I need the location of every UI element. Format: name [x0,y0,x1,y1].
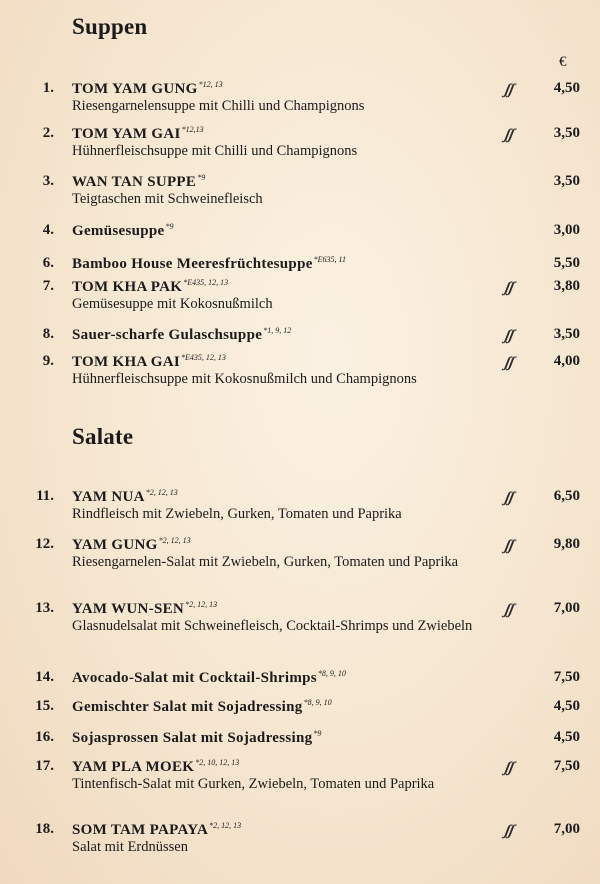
menu-item [0,353,600,393]
item-name [72,326,291,344]
item-price: 3,50 [553,173,580,189]
menu-item [0,758,600,798]
item-price: 3,50 [553,125,580,141]
item-name-text: SOM TAM PAPAYA [72,822,209,838]
section-title-salate: Salate [72,424,134,449]
item-price: 4,50 [553,698,580,714]
allergen-codes: *2, 12, 13 [145,488,178,497]
item-price: 7,00 [553,600,580,616]
item-number: 2. [42,125,54,141]
item-name [72,255,346,273]
currency-label: € [559,54,567,70]
spicy-chili-icon: ʃʃ [503,82,515,98]
item-name-text: Avocado-Salat mit Cocktail-Shrimps [72,670,317,686]
item-price: 4,00 [553,353,580,369]
item-description: Hühnerfleischsuppe mit Chilli und Champignons [72,143,358,159]
item-price: 4,50 [553,729,580,745]
allergen-codes: *2, 10, 12, 13 [195,758,240,767]
item-price: 7,50 [553,758,580,774]
item-number: 4. [42,222,54,238]
allergen-codes: *9 [165,222,174,231]
item-name [72,729,321,747]
item-name [72,278,228,296]
allergen-codes: *E435, 12, 13 [183,278,229,287]
allergen-codes: *9 [313,729,322,738]
item-price: 5,50 [553,255,580,271]
item-price: 9,80 [553,536,580,552]
allergen-codes: *E635, 11 [313,255,346,264]
spicy-chili-icon: ʃʃ [503,823,515,839]
item-number: 3. [42,173,54,189]
item-number: 9. [42,353,54,369]
item-name-text: TOM YAM GAI [72,126,181,142]
item-name-text: YAM PLA MOEK [72,759,195,775]
item-number: 11. [36,488,54,504]
allergen-codes: *12,13 [181,125,204,134]
item-description: Riesengarnelen-Salat mit Zwiebeln, Gurken, Tomaten und Paprika [72,554,459,570]
spicy-chili-icon: ʃʃ [503,602,515,618]
item-name [72,125,204,143]
item-price: 4,50 [553,80,580,96]
item-name-text: TOM KHA GAI [72,354,181,370]
menu-item [0,600,600,640]
item-name-text: WAN TAN SUPPE [72,174,197,190]
item-name-text: YAM NUA [72,489,145,505]
allergen-codes: *2, 12, 13 [158,536,191,545]
allergen-codes: *1, 9, 12 [263,326,292,335]
item-description: Tintenfisch-Salat mit Gurken, Zwiebeln, Tomaten und Paprika [72,776,435,792]
item-name [72,222,173,240]
item-price: 7,00 [553,821,580,837]
allergen-codes: *E435, 12, 13 [181,353,226,362]
item-description: Salat mit Erdnüssen [72,839,188,855]
item-description: Teigtaschen mit Schweinefleisch [72,191,263,207]
item-name-text: Gemischter Salat mit Sojadressing [72,699,303,715]
item-number: 18. [35,821,54,837]
item-name [72,173,205,191]
item-name [72,353,226,371]
item-description: Riesengarnelensuppe mit Chilli und Champignons [72,98,365,114]
menu-item [0,125,600,165]
item-number: 13. [35,600,54,616]
spicy-chili-icon: ʃʃ [503,127,515,143]
item-price: 6,50 [553,488,580,504]
spicy-chili-icon: ʃʃ [503,280,515,296]
item-name [72,821,241,839]
item-name-text: YAM GUNG [72,537,158,553]
item-number: 12. [35,536,54,552]
item-name [72,698,332,716]
item-name-text: TOM YAM GUNG [72,81,198,97]
menu-item [0,536,600,576]
item-name-text: Sauer-scharfe Gulaschsuppe [72,327,263,343]
item-name [72,488,178,506]
spicy-chili-icon: ʃʃ [503,355,515,371]
item-description: Rindfleisch mit Zwiebeln, Gurken, Tomaten und Paprika [72,506,402,522]
item-name-text: Gemüsesuppe [72,223,165,239]
allergen-codes: *12, 13 [198,80,223,89]
menu-item [0,173,600,213]
spicy-chili-icon: ʃʃ [503,490,515,506]
item-price: 7,50 [553,669,580,685]
menu-item [0,278,600,318]
item-description: Hühnerfleischsuppe mit Kokosnußmilch und Champignons [72,371,417,387]
item-number: 7. [42,278,54,294]
item-name-text: YAM WUN-SEN [72,601,185,617]
item-number: 8. [42,326,54,342]
item-price: 3,50 [553,326,580,342]
item-number: 16. [35,729,54,745]
item-description: Glasnudelsalat mit Schweinefleisch, Cocktail-Shrimps und Zwiebeln [72,618,473,634]
item-name [72,80,223,98]
item-number: 15. [35,698,54,714]
allergen-codes: *2, 12, 13 [209,821,242,830]
item-name-text: Bamboo House Meeresfrüchtesuppe [72,256,313,272]
item-name-text: TOM KHA PAK [72,279,183,295]
item-price: 3,80 [553,278,580,294]
spicy-chili-icon: ʃʃ [503,760,515,776]
spicy-chili-icon: ʃʃ [503,538,515,554]
item-name [72,600,217,618]
allergen-codes: *8, 9, 10 [317,669,346,678]
allergen-codes: *2, 12, 13 [185,600,218,609]
item-name [72,536,191,554]
item-description: Gemüsesuppe mit Kokosnußmilch [72,296,273,312]
item-name-text: Sojasprossen Salat mit Sojadressing [72,730,313,746]
spicy-chili-icon: ʃʃ [503,328,515,344]
item-name [72,758,239,776]
menu-item [0,488,600,528]
allergen-codes: *9 [197,173,206,182]
allergen-codes: *8, 9, 10 [303,698,332,707]
item-number: 1. [42,80,54,96]
item-name [72,669,346,687]
menu-item [0,821,600,861]
item-price: 3,00 [553,222,580,238]
item-number: 17. [35,758,54,774]
item-number: 6. [42,255,54,271]
item-number: 14. [35,669,54,685]
section-title-suppen: Suppen [72,14,148,39]
menu-item [0,80,600,120]
